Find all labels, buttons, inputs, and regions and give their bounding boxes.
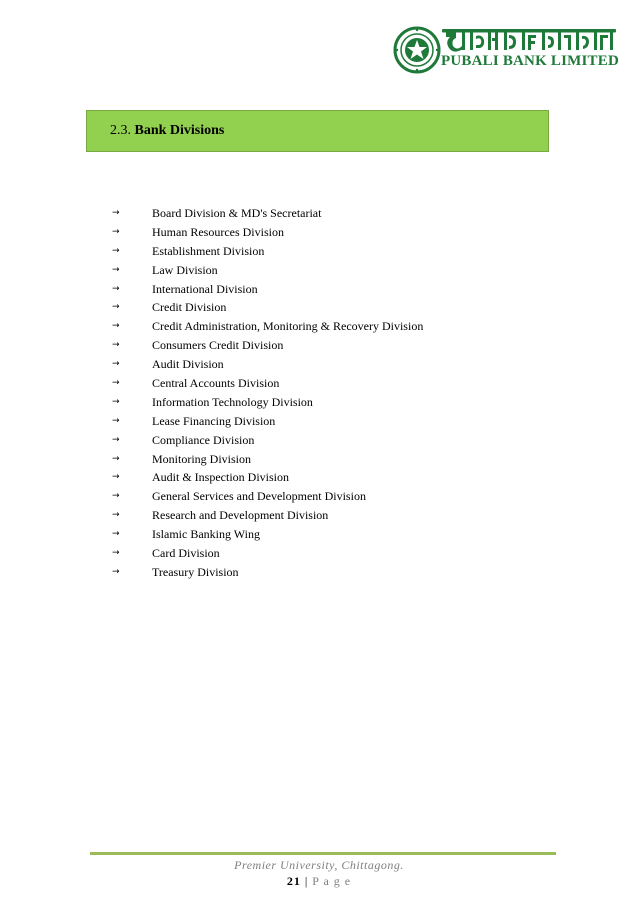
section-number: 2.3. [110,123,131,138]
arrow-bullet-icon: → [112,226,120,237]
division-label: Islamic Banking Wing [152,527,260,542]
arrow-bullet-icon: → [112,340,120,351]
section-heading [110,123,224,139]
division-label: Treasury Division [152,564,239,579]
arrow-bullet-icon: → [112,264,120,275]
arrow-bullet-icon: → [112,378,120,389]
arrow-bullet-icon: → [112,566,120,577]
division-label: Compliance Division [152,432,255,447]
footer-divider [90,852,556,855]
bank-emblem-icon [393,26,441,74]
division-label: General Services and Development Division [152,489,366,504]
bank-logo [393,26,619,76]
arrow-bullet-icon: → [112,453,120,464]
arrow-bullet-icon: → [112,472,120,483]
arrow-bullet-icon: → [112,302,120,313]
division-label: Audit & Inspection Division [152,470,289,485]
arrow-bullet-icon: → [112,434,120,445]
page-label: P a g e [312,874,352,888]
arrow-bullet-icon: → [112,245,120,256]
division-label: International Division [152,281,258,296]
division-label: Information Technology Division [152,394,313,409]
arrow-bullet-icon: → [112,548,120,559]
page-number: 21 [286,874,301,888]
arrow-bullet-icon: → [112,321,120,332]
arrow-bullet-icon: → [112,208,120,218]
division-label: Board Division & MD's Secretariat [152,206,322,220]
arrow-bullet-icon: → [112,415,120,426]
division-label: Consumers Credit Division [152,338,284,353]
arrow-bullet-icon: → [112,283,120,294]
arrow-bullet-icon: → [112,359,120,370]
division-label: Human Resources Division [152,224,284,239]
division-label: Credit Administration, Monitoring & Recovery Division [152,319,424,334]
division-label: Audit Division [152,357,224,372]
arrow-bullet-icon: → [112,396,120,407]
section-heading-box [86,110,549,152]
division-label: Credit Division [152,300,227,315]
division-label: Law Division [152,262,218,277]
page-separator: | [304,874,309,888]
bank-name-bangla-logotype [440,26,618,54]
arrow-bullet-icon: → [112,510,120,521]
arrow-bullet-icon: → [112,491,120,502]
footer-page-number [0,874,638,889]
division-label: Lease Financing Division [152,413,276,428]
division-label: Central Accounts Division [152,376,280,391]
footer-university: Premier University, Chittagong. [234,858,404,872]
section-title: Bank Divisions [134,123,225,138]
division-label: Establishment Division [152,243,265,258]
division-label: Research and Development Division [152,508,329,523]
division-label: Card Division [152,546,220,561]
bank-name-english: PUBALI BANK LIMITED [441,53,619,69]
division-label: Monitoring Division [152,451,252,466]
arrow-bullet-icon: → [112,529,120,540]
